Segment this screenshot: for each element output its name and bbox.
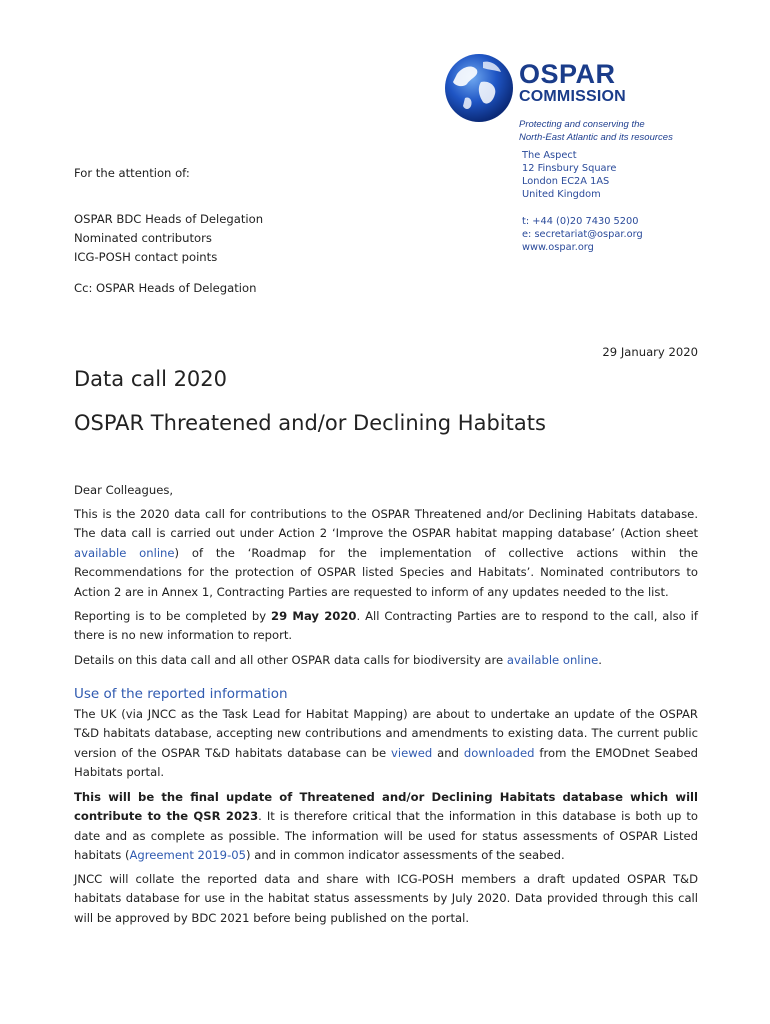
downloaded-link[interactable]: downloaded xyxy=(463,745,535,760)
logo-title-ospar: OSPAR xyxy=(519,59,616,89)
recipient: ICG-POSH contact points xyxy=(74,250,218,264)
paragraph-4: The UK (via JNCC as the Task Lead for Habitat Mapping) are about to undertake an update of the OSPAR T&D habitats database, accepting new contributions and amendments to existing data. The current public version of the OSPAR T&D habitats database can be viewed and downloaded from the EMODnet Seabed Habitats portal. xyxy=(74,707,699,780)
address-line: United Kingdom xyxy=(522,189,601,200)
address-line: The Aspect xyxy=(522,150,577,161)
paragraph-2: Reporting is to be completed by 29 May 2020. All Contracting Parties are to respond to the call, also if there is no new information to report. xyxy=(74,609,698,643)
recipient: Nominated contributors xyxy=(74,231,212,245)
agreement-link[interactable]: Agreement 2019-05 xyxy=(129,848,246,863)
contact-block xyxy=(522,215,643,254)
address-block xyxy=(522,149,616,201)
logo-title-commission: COMMISSION xyxy=(519,88,626,105)
address-line: London EC2A 1AS xyxy=(522,176,610,187)
paragraph-5: This will be the final update of Threatened and/or Declining Habitats database which will contribute to the QSR 2023. It is therefore critical that the information in this database is both up to date and as complete as possible. The information will be used for status assessments of OSPAR Listed habitats (Agreement 2019-05) and in common indicator assessments of the seabed. xyxy=(74,790,698,863)
document-title: Data call 2020 xyxy=(74,367,228,391)
paragraph-1: This is the 2020 data call for contributions to the OSPAR Threatened and/or Declining Habitats database. The data call is carried out under Action 2 ‘Improve the OSPAR habitat mapping database’ (Action sheet available online) of the ‘Roadmap for the implementation of collective actions within the Recommendations for the protection of OSPAR listed Species and Habitats’. Nominated contributors to Action 2 are in Annex 1, Contracting Parties are requested to inform of any updates needed to the list. xyxy=(74,507,698,599)
address-line: 12 Finsbury Square xyxy=(522,163,617,174)
document-subtitle: OSPAR Threatened and/or Declining Habitats xyxy=(74,411,546,435)
data-calls-link[interactable]: available online xyxy=(506,653,599,667)
paragraph-3: Details on this data call and all other OSPAR data calls for biodiversity are available online. xyxy=(74,653,602,667)
tagline-line-2: North-East Atlantic and its resources xyxy=(519,132,673,143)
tagline xyxy=(519,118,673,144)
section-heading: Use of the reported information xyxy=(74,686,288,702)
recipients-list xyxy=(74,210,263,267)
email-link[interactable]: e: secretariat@ospar.org xyxy=(522,229,643,240)
action-sheet-link[interactable]: available online xyxy=(74,545,175,560)
recipient: OSPAR BDC Heads of Delegation xyxy=(74,212,264,226)
ospar-commission-wordmark xyxy=(519,60,626,106)
phone-number: t: +44 (0)20 7430 5200 xyxy=(522,216,639,227)
cc-line: Cc: OSPAR Heads of Delegation xyxy=(74,281,257,295)
deadline-date: 29 May 2020 xyxy=(271,609,357,623)
final-update-notice: This will be the final update of Threatened and/or Declining Habitats database which will contribute to the QSR 2023 xyxy=(74,790,698,824)
paragraph-6: JNCC will collate the reported data and share with ICG-POSH members a draft updated OSPAR T&D habitats database for use in the habitat status assessments by July 2020. Data provided through this call will be approved by BDC 2021 before being published on the portal. xyxy=(74,872,698,925)
website-link[interactable]: www.ospar.org xyxy=(522,242,594,253)
letter-date: 29 January 2020 xyxy=(602,345,698,359)
tagline-line-1: Protecting and conserving the xyxy=(519,119,645,130)
salutation: Dear Colleagues, xyxy=(74,483,174,497)
attention-line: For the attention of: xyxy=(74,166,190,180)
ospar-globe-logo xyxy=(443,52,515,124)
viewed-link[interactable]: viewed xyxy=(391,745,433,760)
